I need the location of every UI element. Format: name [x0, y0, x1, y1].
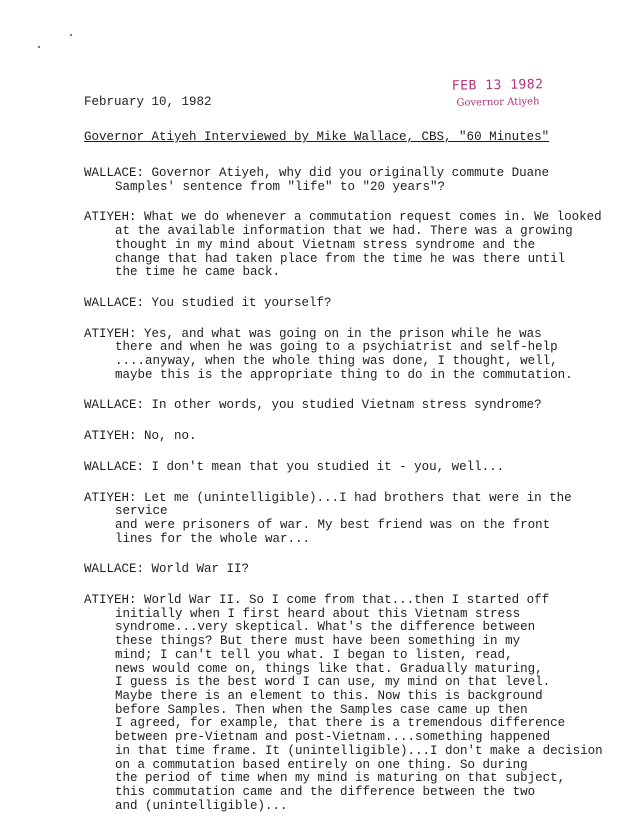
entry-text: You studied it yourself? — [151, 295, 332, 310]
transcript-entry — [84, 594, 612, 813]
document-date: February 10, 1982 — [84, 95, 212, 109]
transcript-entry — [84, 328, 612, 383]
entry-text: Let me (unintelligible)...I had brothers that were in the service and were prisoners of war. My best friend was on the front lines for the whole war... — [115, 490, 572, 546]
transcript-entry — [84, 211, 612, 280]
speaker-label: ATIYEH: — [84, 429, 137, 444]
transcript — [84, 167, 612, 830]
document-title: Governor Atiyeh Interviewed by Mike Wallace, CBS, "60 Minutes" — [84, 130, 550, 144]
transcript-entry — [84, 492, 612, 547]
scan-speck — [38, 46, 40, 48]
scan-speck — [70, 34, 72, 36]
speaker-label: WALLACE: — [84, 398, 145, 413]
speaker-label: WALLACE: — [84, 562, 145, 577]
entry-text: I don't mean that you studied it - you, well... — [151, 459, 505, 474]
transcript-entry — [84, 297, 612, 311]
stamp-office: Governor Atiyeh — [456, 96, 540, 109]
entry-text: World War II? — [151, 562, 250, 577]
entry-text: Yes, and what was going on in the prison while he was there and when he was going to a psychiatrist and self-help ....anyway, when the whole thing was done, I thought, well, maybe this is the appropriate thing to do in the commutation. — [115, 326, 573, 382]
stamp-date: FEB 13 1982 — [451, 77, 544, 94]
speaker-label: ATIYEH: — [84, 490, 137, 505]
entry-text: No, no. — [144, 429, 197, 444]
speaker-label: WALLACE: — [84, 459, 145, 474]
speaker-label: ATIYEH: — [84, 210, 137, 225]
transcript-entry — [84, 461, 612, 475]
transcript-entry — [84, 430, 612, 444]
speaker-label: ATIYEH: — [84, 593, 137, 608]
entry-text: What we do whenever a commutation request comes in. We looked at the available information that we had. There was a growing thought in my mind about Vietnam stress syndrome and the change that had taken place from the time he was there until the time he came back. — [115, 210, 602, 280]
speaker-label: WALLACE: — [84, 166, 145, 180]
transcript-entry — [84, 167, 612, 194]
speaker-label: ATIYEH: — [84, 326, 137, 341]
received-stamp — [452, 77, 544, 109]
entry-text: In other words, you studied Vietnam stress syndrome? — [151, 398, 542, 413]
speaker-label: WALLACE: — [84, 295, 145, 310]
transcript-entry — [84, 399, 612, 413]
transcript-entry — [84, 563, 612, 577]
entry-text: Governor Atiyeh, why did you originally commute Duane Samples' sentence from "life" to "20 years"? — [115, 166, 550, 194]
entry-text: World War II. So I come from that...then I started off initially when I first heard about this Vietnam stress syndrome...very skeptical. What's the difference between these things? But there must have been something in my mind; I can't tell you what. I began to listen, read, news would come on, things like that. Gradually maturing, I guess is the best word I can use, my mind on that level. Maybe there is an element to this. Now this is background before Samples. Then when the Samples case came up then I agreed, for example, that there is a tremendous difference between pre-Vietnam and post-Vietnam....something happened in that time frame. It (unintelligible)...I don't make a decision on a commutation based entirely on one thing. So during the period of time when my mind is maturing on that subject, this commutation came and the difference between the two and (unintelligible)... — [115, 593, 603, 813]
